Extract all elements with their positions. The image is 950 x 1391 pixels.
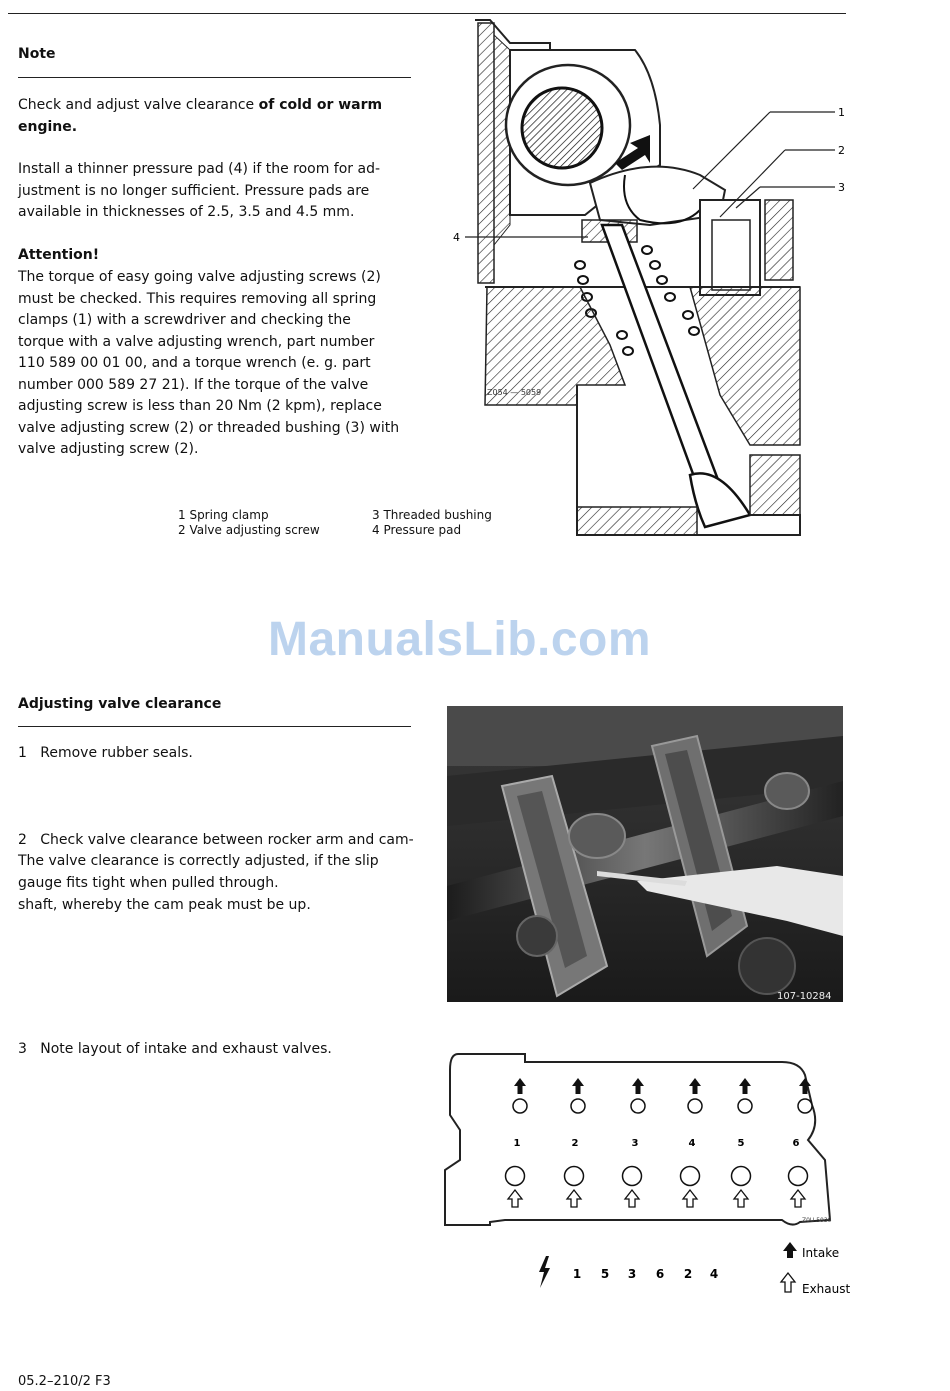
- callout-3: 3: [838, 181, 845, 194]
- lightning-icon: [539, 1256, 550, 1288]
- firing-order-number: 6: [655, 1267, 665, 1281]
- intake-arrow-icon: [739, 1078, 751, 1094]
- intake-arrow-icon: [514, 1078, 526, 1094]
- exhaust-valve-circle: [789, 1167, 808, 1186]
- firing-order: [573, 1267, 718, 1281]
- clearance-line: gauge fits tight when pulled through.: [18, 874, 279, 891]
- firing-order-number: 3: [627, 1267, 637, 1281]
- attention-line: torque with a valve adjusting wrench, part number: [18, 333, 375, 350]
- firing-order-number: 1: [572, 1267, 582, 1281]
- note-paragraph-1: [18, 95, 398, 138]
- attention-line: valve adjusting screw (2).: [18, 441, 199, 457]
- cylinder-number: 5: [737, 1138, 745, 1149]
- clearance-line: The valve clearance is correctly adjusted, if the slip: [18, 853, 379, 869]
- legend-item-valve-adjusting-screw: 2 Valve adjusting screw: [178, 522, 320, 537]
- attention-line: The torque of easy going valve adjusting screws (2): [18, 269, 381, 285]
- callout-2: 2: [838, 144, 845, 157]
- intake-valve-circle: [571, 1099, 585, 1113]
- cylinder-number: 2: [571, 1138, 579, 1149]
- note-p1-bold: of cold or warm engine.: [18, 97, 383, 135]
- attention-line: valve adjusting screw (2) or threaded bushing (3) with: [18, 419, 400, 436]
- exhaust-valve-4: [681, 1167, 700, 1208]
- step-3: 3 Note layout of intake and exhaust valves.: [18, 1041, 332, 1057]
- exhaust-arrow-icon: [625, 1190, 639, 1207]
- exhaust-valve-circle: [681, 1167, 700, 1186]
- exhaust-valve-circle: [732, 1167, 751, 1186]
- legend-item-spring-clamp: 1 Spring clamp: [178, 508, 269, 522]
- attention-line: clamps (1) with a screwdriver and checking the: [18, 312, 351, 328]
- legend-intake-label: Intake: [802, 1246, 840, 1260]
- watermark: ManualsLib.com: [268, 613, 652, 666]
- note-p2-line: Install a thinner pressure pad (4) if the room for ad-: [18, 161, 381, 177]
- note-heading: Note: [18, 46, 56, 62]
- cylinder-number: 1: [513, 1138, 521, 1149]
- step-2-line: 2 Check valve clearance between rocker arm and cam-: [18, 832, 414, 848]
- exhaust-valve-3: [623, 1167, 642, 1208]
- intake-valve-circle: [688, 1099, 702, 1113]
- cylinder-number: 4: [688, 1138, 696, 1149]
- step-1: 1 Remove rubber seals.: [18, 745, 193, 761]
- legend-item-pressure-pad: 4 Pressure pad: [372, 522, 462, 537]
- adjusting-heading: Adjusting valve clearance: [18, 696, 222, 712]
- exhaust-valve-circle: [506, 1167, 525, 1186]
- intake-arrow-icon: [689, 1078, 701, 1094]
- cylinder-numbers: [514, 1138, 800, 1149]
- figure1-code: Z054 — 5059: [487, 388, 542, 397]
- attention-line: must be checked. This requires removing all spring: [18, 290, 377, 307]
- intake-arrow-icon: [572, 1078, 584, 1094]
- attention-line: 110 589 00 01 00, and a torque wrench (e. g. part: [18, 355, 371, 371]
- legend-item-threaded-bushing: 3 Threaded bushing: [372, 508, 492, 522]
- photo-code: 107-10284: [777, 991, 832, 1002]
- firing-order-number: 2: [683, 1267, 693, 1281]
- valve-layout-diagram: [440, 1050, 850, 1300]
- exhaust-arrow-icon: [791, 1190, 805, 1207]
- intake-valve-circle: [513, 1099, 527, 1113]
- intake-valve-4: [688, 1078, 702, 1113]
- engine-photo: [447, 706, 843, 1002]
- top-rule: [8, 13, 846, 14]
- attention-line: adjusting screw is less than 20 Nm (2 kpm), replace: [18, 398, 382, 414]
- exhaust-valve-1: [506, 1167, 525, 1208]
- callout-1: 1: [838, 106, 845, 119]
- attention-line: number 000 589 27 21). If the torque of the valve: [18, 376, 369, 393]
- intake-valve-circle: [631, 1099, 645, 1113]
- firing-order-number: 4: [709, 1267, 719, 1281]
- exhaust-valve-5: [732, 1167, 751, 1208]
- exhaust-arrow-icon: [683, 1190, 697, 1207]
- firing-order-number: 5: [600, 1267, 610, 1281]
- intake-valve-circle: [798, 1099, 812, 1113]
- intake-arrow-icon: [632, 1078, 644, 1094]
- callout-4: 4: [453, 231, 460, 244]
- valve-mechanism-drawing: [450, 15, 850, 540]
- attention-heading: Attention!: [18, 247, 100, 263]
- clearance-paragraph: [18, 851, 379, 894]
- intake-valve-1: [513, 1078, 527, 1113]
- intake-valve-circle: [738, 1099, 752, 1113]
- exhaust-arrow-icon: [508, 1190, 522, 1207]
- exhaust-arrow-icon: [567, 1190, 581, 1207]
- exhaust-row: [506, 1167, 808, 1208]
- note-paragraph-2: [18, 159, 418, 224]
- note-p2-line: justment is no longer sufficient. Pressure pads are: [18, 182, 370, 199]
- note-p1-text: Check and adjust valve clearance: [18, 97, 259, 113]
- intake-valve-5: [738, 1078, 752, 1113]
- attention-paragraph: [18, 267, 418, 461]
- note-p2-line: available in thicknesses of 2.5, 3.5 and 4.5 mm.: [18, 204, 355, 220]
- step-2-line: shaft, whereby the cam peak must be up.: [18, 896, 311, 913]
- intake-valve-3: [631, 1078, 645, 1113]
- page-footer: 05.2–210/2 F3: [18, 1374, 111, 1389]
- legend-exhaust-label: Exhaust: [802, 1282, 850, 1296]
- exhaust-valve-6: [789, 1167, 808, 1208]
- exhaust-arrow-icon: [734, 1190, 748, 1207]
- adjusting-rule: [18, 726, 411, 727]
- exhaust-valve-circle: [565, 1167, 584, 1186]
- figure1-legend-col2: [372, 508, 492, 537]
- intake-row: [513, 1078, 812, 1113]
- legend-exhaust-icon: [781, 1273, 795, 1292]
- cylinder-number: 6: [792, 1138, 800, 1149]
- exhaust-valve-circle: [623, 1167, 642, 1186]
- cylinder-number: 3: [631, 1138, 639, 1149]
- figure1-legend-col1: [178, 508, 320, 537]
- intake-valve-2: [571, 1078, 585, 1113]
- exhaust-valve-2: [565, 1167, 584, 1208]
- figure2-code: Z0U 5039: [802, 1217, 832, 1224]
- legend-intake-icon: [783, 1242, 797, 1258]
- note-rule: [18, 77, 411, 78]
